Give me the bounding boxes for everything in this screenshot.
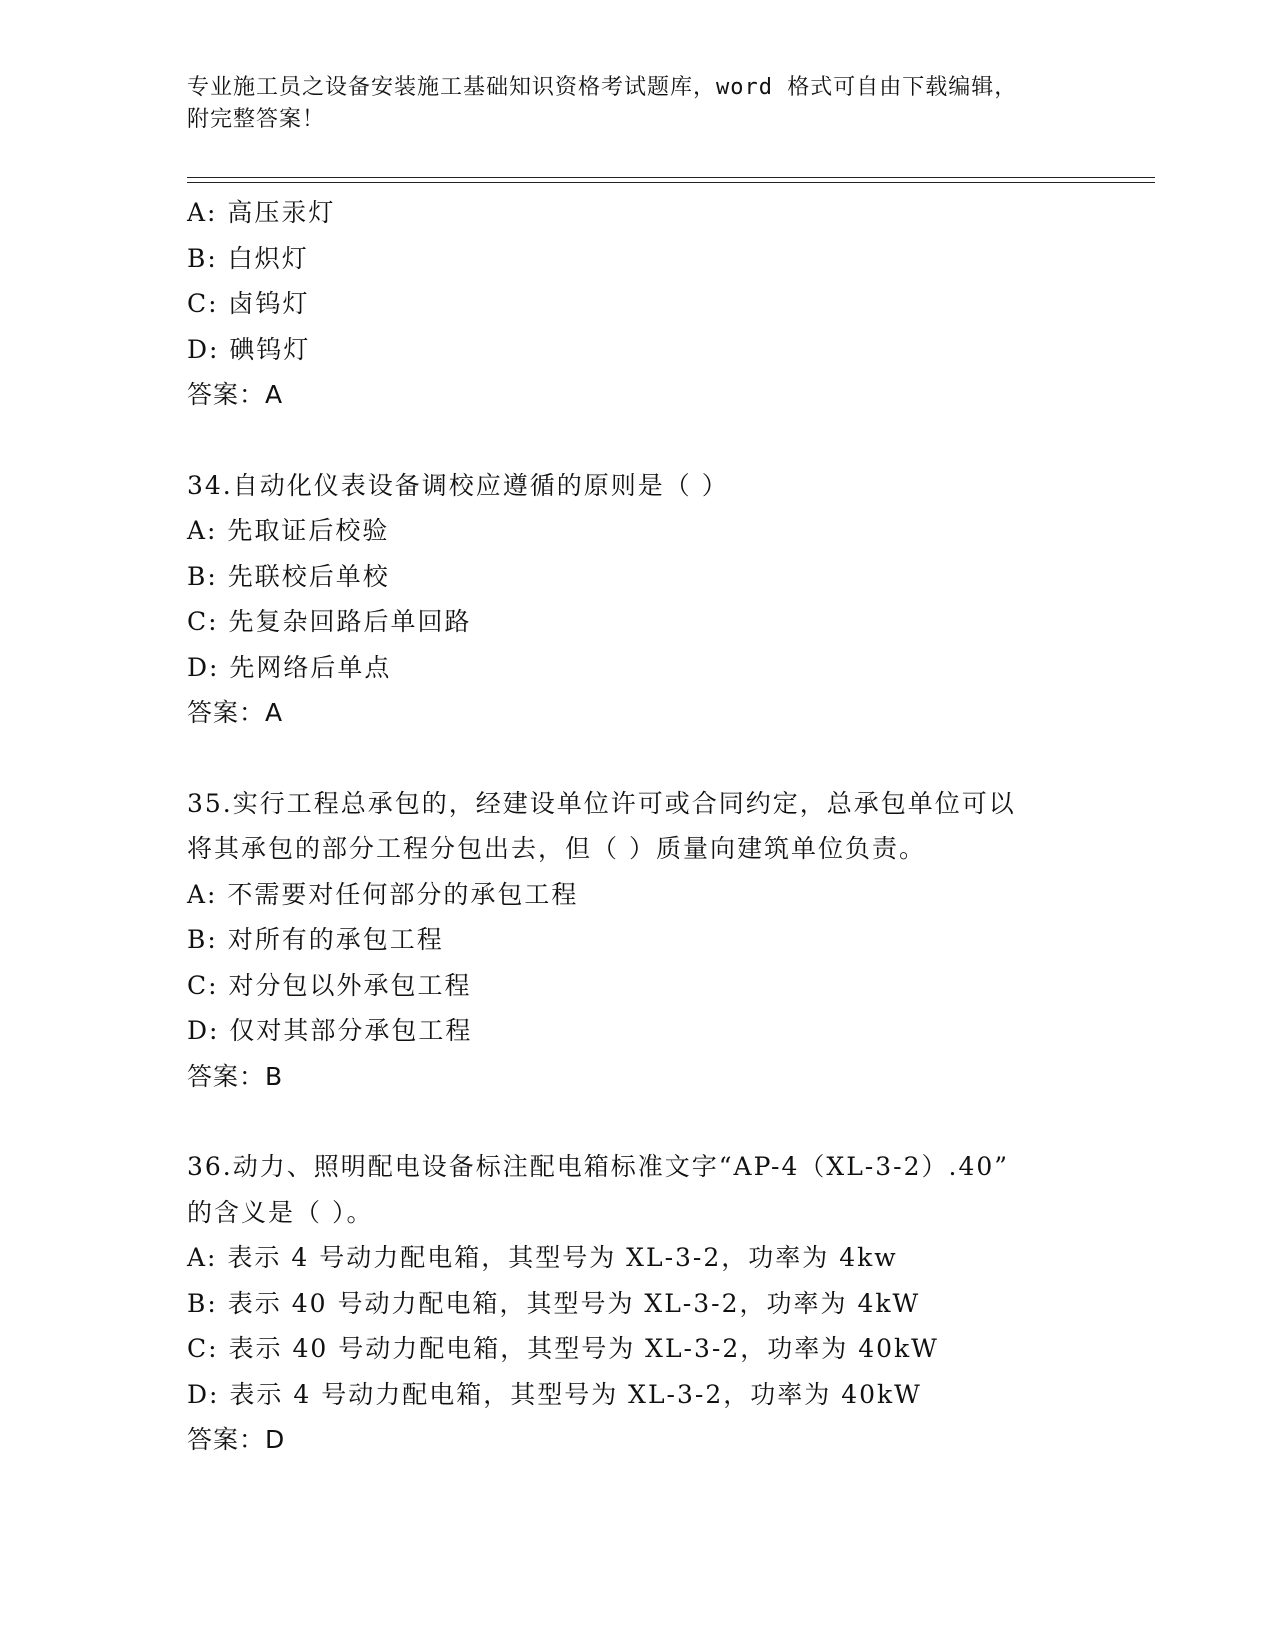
option-d: D: 表示 4 号动力配电箱，其型号为 XL-3-2，功率为 40kW	[187, 1379, 922, 1409]
question-stem-cont: 将其承包的部分工程分包出去，但（ ）质量向建筑单位负责。	[187, 834, 926, 863]
option-a: A: 先取证后校验	[187, 516, 390, 545]
question-stem: 36.动力、照明配电设备标注配电箱标准文字“AP-4（XL-3-2）.40”	[187, 1152, 1010, 1181]
option-b: B: 白炽灯	[187, 243, 309, 273]
option-c: C: 先复杂回路后单回路	[187, 607, 472, 636]
option-d: D: 碘钨灯	[187, 334, 311, 364]
option-c: C: 卤钨灯	[187, 289, 310, 318]
question-stem: 34.自动化仪表设备调校应遵循的原则是（ ）	[187, 470, 729, 500]
header-line-2: 附完整答案！	[187, 107, 326, 132]
question-35	[187, 781, 1087, 1100]
header-divider-top	[187, 177, 1155, 178]
option-d: D: 仅对其部分承包工程	[187, 1016, 473, 1045]
answer: 答案：B	[187, 1061, 284, 1091]
question-33	[187, 190, 1087, 418]
header-divider-bottom	[187, 182, 1155, 183]
option-a: A: 高压汞灯	[187, 198, 336, 227]
option-c: C: 表示 40 号动力配电箱，其型号为 XL-3-2，功率为 40kW	[187, 1334, 939, 1363]
option-a: A: 不需要对任何部分的承包工程	[187, 879, 579, 909]
option-b: B: 表示 40 号动力配电箱，其型号为 XL-3-2，功率为 4kW	[187, 1288, 921, 1318]
question-stem-cont: 的含义是（ ）。	[187, 1197, 374, 1227]
option-a: A: 表示 4 号动力配电箱，其型号为 XL-3-2，功率为 4kw	[187, 1243, 898, 1272]
option-d: D: 先网络后单点	[187, 652, 392, 682]
answer: 答案：A	[187, 380, 284, 409]
option-b: B: 先联校后单校	[187, 561, 390, 591]
option-c: C: 对分包以外承包工程	[187, 970, 472, 1000]
question-stem: 35.实行工程总承包的，经建设单位许可或合同约定，总承包单位可以	[187, 788, 1016, 818]
document-header	[187, 72, 1087, 136]
question-list	[187, 190, 1087, 1463]
answer: 答案：A	[187, 698, 284, 727]
question-36	[187, 1144, 1087, 1463]
header-line-1: 专业施工员之设备安装施工基础知识资格考试题库，word 格式可自由下载编辑，	[187, 75, 1018, 100]
option-b: B: 对所有的承包工程	[187, 925, 444, 954]
question-34	[187, 463, 1087, 736]
answer: 答案：D	[187, 1425, 286, 1454]
